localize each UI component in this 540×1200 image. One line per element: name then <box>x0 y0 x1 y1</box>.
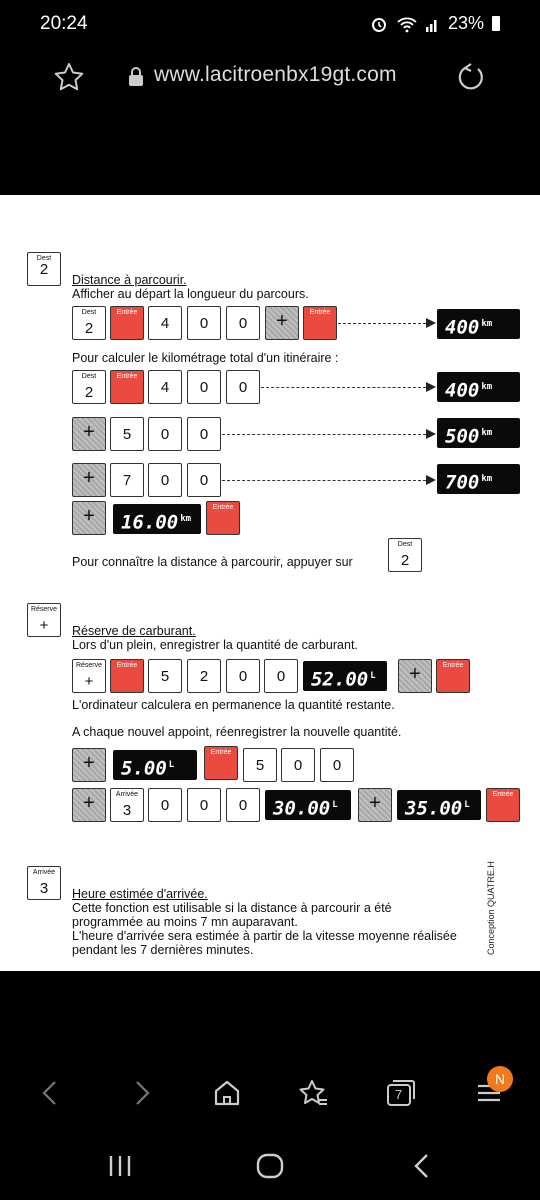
reserve-key: Réserve + <box>27 603 61 637</box>
digit-key: 0 <box>187 306 221 340</box>
display-readout: 30.00 $^L$ <box>265 790 351 820</box>
entree-key: Entrée <box>204 746 238 780</box>
url-text[interactable]: www.lacitroenbx19gt.com <box>154 63 397 86</box>
browser-bottom-nav <box>0 1056 540 1130</box>
browser-url-bar <box>0 50 540 110</box>
entree-key: Entrée <box>486 788 520 822</box>
section-title-arrivee: Heure estimée d'arrivée. <box>72 887 208 901</box>
digit-key: 0 <box>187 788 221 822</box>
digit-key: 2 <box>187 659 221 693</box>
design-credit: Conception QUATRE.H <box>486 861 496 955</box>
digit-key: 0 <box>148 417 182 451</box>
plus-key: + <box>72 501 106 535</box>
entree-key: Entrée <box>206 501 240 535</box>
wifi-icon <box>396 15 418 33</box>
dest-key: Dest 2 <box>388 538 422 572</box>
entree-key: Entrée <box>110 659 144 693</box>
dest-key: Dest 2 <box>72 370 106 404</box>
battery-percent: 23% <box>447 13 484 33</box>
digit-key: 0 <box>264 659 298 693</box>
manual-page-image <box>0 195 540 971</box>
dest-key: Dest 2 <box>27 252 61 286</box>
plus-key: + <box>265 306 299 340</box>
entree-key: Entrée <box>110 306 144 340</box>
plus-key: + <box>72 788 106 822</box>
distance-instruction-3: Pour connaître la distance à parcourir, appuyer sur <box>72 555 353 569</box>
digit-key: 4 <box>148 306 182 340</box>
arrow <box>426 382 436 392</box>
dashed-line <box>222 480 426 481</box>
digit-key: 0 <box>148 788 182 822</box>
arrivee-text-line: pendant les 7 dernières minutes. <box>72 943 254 957</box>
digit-key: 0 <box>320 748 354 782</box>
plus-key: + <box>358 788 392 822</box>
battery-icon <box>492 16 500 31</box>
digit-key: 0 <box>226 788 260 822</box>
arrivee-key: Arrivée 3 <box>27 866 61 900</box>
digit-key: 5 <box>110 417 144 451</box>
digit-key: 4 <box>148 370 182 404</box>
distance-instruction-2: Pour calculer le kilométrage total d'un itinéraire : <box>72 351 339 365</box>
status-icons <box>370 13 500 34</box>
digit-key: 0 <box>226 306 260 340</box>
plus-key: + <box>72 748 106 782</box>
reserve-instruction-2: L'ordinateur calculera en permanence la quantité restante. <box>72 698 395 712</box>
display-readout: 700 $^{km}$ <box>437 464 520 494</box>
recent-apps-icon[interactable] <box>104 1150 136 1182</box>
arrow <box>426 475 436 485</box>
arrivee-text-line: L'heure d'arrivée sera estimée à partir de la vitesse moyenne réalisée <box>72 929 457 943</box>
bookmark-star-icon[interactable] <box>52 60 86 94</box>
forward-icon[interactable] <box>124 1076 158 1110</box>
display-readout: 16.00 $^{km}$ <box>113 504 201 534</box>
dashed-line <box>222 434 426 435</box>
digit-key: 5 <box>148 659 182 693</box>
distance-instruction-1: Afficher au départ la longueur du parcours. <box>72 287 309 301</box>
back-icon[interactable] <box>34 1076 68 1110</box>
reload-icon[interactable] <box>454 60 488 94</box>
reserve-instruction-3: A chaque nouvel appoint, réenregistrer la nouvelle quantité. <box>72 725 402 739</box>
display-readout: 400 $^{km}$ <box>437 372 520 402</box>
display-readout: 52.00 $^L$ <box>303 661 387 691</box>
digit-key: 5 <box>243 748 277 782</box>
display-readout: 5.00 $^L$ <box>113 750 197 780</box>
lock-icon <box>127 66 145 88</box>
arrivee-text-line: programmée au moins 7 mn auparavant. <box>72 915 298 929</box>
signal-icon <box>426 16 440 32</box>
status-bar <box>0 0 540 50</box>
reserve-instruction-1: Lors d'un plein, enregistrer la quantité de carburant. <box>72 638 358 652</box>
entree-key: Entrée <box>303 306 337 340</box>
display-readout: 35.00 $^L$ <box>397 790 481 820</box>
dashed-line <box>261 387 426 388</box>
plus-key: + <box>72 463 106 497</box>
system-back-icon[interactable] <box>406 1150 438 1182</box>
entree-key: Entrée <box>110 370 144 404</box>
digit-key: 0 <box>226 659 260 693</box>
alarm-icon <box>370 15 388 33</box>
plus-key: + <box>72 417 106 451</box>
tabs-count: 7 <box>395 1087 403 1102</box>
home-button-icon[interactable] <box>254 1150 286 1182</box>
arrow <box>426 429 436 439</box>
entree-key: Entrée <box>436 659 470 693</box>
digit-key: 0 <box>226 370 260 404</box>
digit-key: 7 <box>110 463 144 497</box>
digit-key: 0 <box>187 463 221 497</box>
display-readout: 500 $^{km}$ <box>437 418 520 448</box>
digit-key: 0 <box>187 370 221 404</box>
section-title-distance: Distance à parcourir. <box>72 273 187 287</box>
arrivee-text-line: Cette fonction est utilisable si la distance à parcourir a été <box>72 901 392 915</box>
plus-key: + <box>398 659 432 693</box>
system-nav-bar <box>0 1130 540 1200</box>
display-readout: 400 $^{km}$ <box>437 309 520 339</box>
arrow <box>426 318 436 328</box>
dashed-line <box>338 323 426 324</box>
home-icon[interactable] <box>210 1076 244 1110</box>
digit-key: 0 <box>187 417 221 451</box>
reserve-key: Réserve + <box>72 659 106 693</box>
section-title-reserve: Réserve de carburant. <box>72 624 196 638</box>
arrivee-key: Arrivée 3 <box>110 788 144 822</box>
status-time: 20:24 <box>40 13 88 34</box>
digit-key: 0 <box>281 748 315 782</box>
dest-key: Dest 2 <box>72 306 106 340</box>
bookmarks-icon[interactable] <box>297 1076 331 1110</box>
digit-key: 0 <box>148 463 182 497</box>
notification-badge: N <box>487 1066 513 1092</box>
